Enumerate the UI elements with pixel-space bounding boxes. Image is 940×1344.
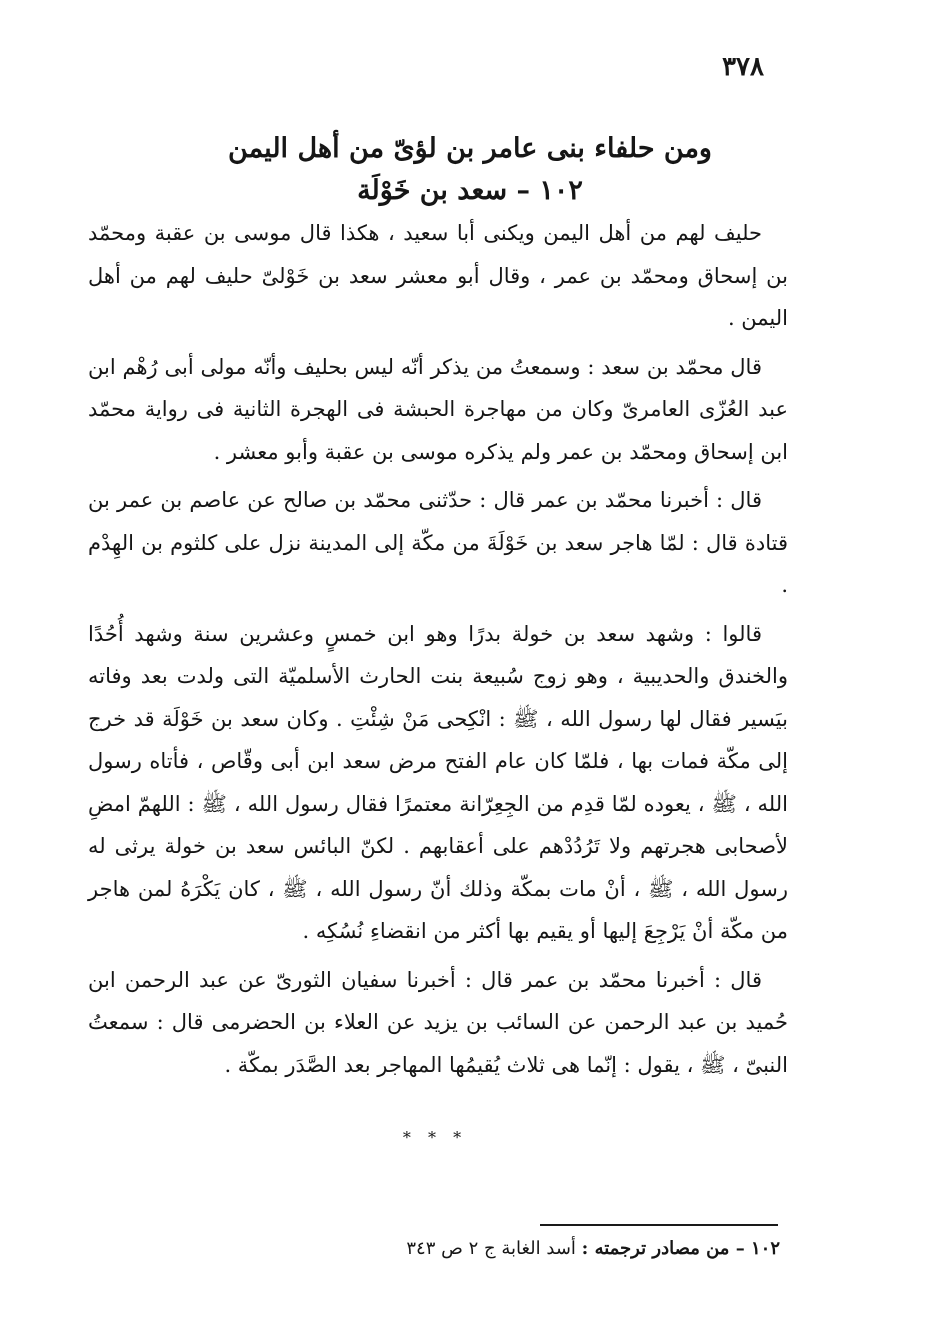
paragraph-5: قال : أخبرنا محمّد بن عمر قال : أخبرنا سفيان الثورىّ عن عبد الرحمن ابن حُميد بن عبد الرحمن عن السائب بن يزيد عن العلاء بن الحضرمى قال : سمعتُ النبىّ ، ﷺ ، يقول : إنّما هى ثلاث يُقيمُها المهاجر بعد الصَّدَر بمكّة . bbox=[88, 967, 788, 1077]
paragraph-3: قال : أخبرنا محمّد بن عمر قال : حدّثنى محمّد بن صالح عن عاصم بن عمر بن قتادة قال : لمّا هاجر سعد بن خَوْلَةَ من مكّة إلى المدينة نزل على كلثوم بن الهِدْم . bbox=[88, 488, 788, 597]
page-number: ٣٧٨ bbox=[722, 52, 764, 82]
footnote-label: ١٠٢ – من مصادر ترجمته : bbox=[581, 1238, 780, 1259]
footnote-text: أسد الغابة ج ٢ ص ٣٤٣ bbox=[406, 1238, 576, 1259]
paragraph-2: قال محمّد بن سعد : وسمعتُ من يذكر أنّه ليس بحليف وأنّه مولى أبى رُهْم ابن عبد العُزّى العامرىّ وكان من مهاجرة الحبشة فى الهجرة الثانية فى رواية محمّد ابن إسحاق ومحمّد بن عمر ولم يذكره موسى بن عقبة وأبو معشر . bbox=[88, 354, 788, 464]
entry-title: ١٠٢ – سعد بن خَوْلَة bbox=[357, 175, 583, 206]
chapter-heading bbox=[150, 128, 790, 212]
section-title: ومن حلفاء بنى عامر بن لؤىّ من أهل اليمن bbox=[228, 133, 712, 164]
footnote bbox=[280, 1238, 780, 1259]
paragraph-1: حليف لهم من أهل اليمن ويكنى أبا سعيد ، هكذا قال موسى بن عقبة ومحمّد بن إسحاق ومحمّد بن عمر ، وقال أبو معشر سعد بن خَوْلىّ حليف لهم من أهل اليمن . bbox=[88, 221, 788, 330]
footnote-divider bbox=[540, 1224, 778, 1226]
body-text bbox=[88, 212, 788, 1092]
section-separator: * * * bbox=[402, 1128, 468, 1147]
paragraph-4: قالوا : وشهد سعد بن خولة بدرًا وهو ابن خمسٍ وعشرين سنة وشهد أُحُدًا والخندق والحديبية ، وهو زوج سُبيعة بنت الحارث الأسلميّة التى ولدت بعد وفاته بيَسير فقال لها رسول الله ، ﷺ : انْكِحى مَنْ شِئْتِ . وكان سعد بن خَوْلَة قد خرج إلى مكّة فمات بها ، فلمّا كان عام الفتح مرض سعد ابن أبى وقّاص ، فأتاه رسول الله ، ﷺ ، يعوده لمّا قدِم من الجِعِرّانة معتمرًا فقال رسول الله ، ﷺ : اللهمّ امضِ لأصحابى هجرتهم ولا تَرُدُدْهم على أعقابهم . لكنّ البائس سعد بن خولة يرثى له رسول الله ، ﷺ ، أنْ مات بمكّة وذلك أنّ رسول الله ، ﷺ ، كان يَكْرَهُ لمن هاجر من مكّة أنْ يَرْجِعَ إليها أو يقيم بها أكثر من انقضاءِ نُسُكِه . bbox=[88, 621, 788, 943]
